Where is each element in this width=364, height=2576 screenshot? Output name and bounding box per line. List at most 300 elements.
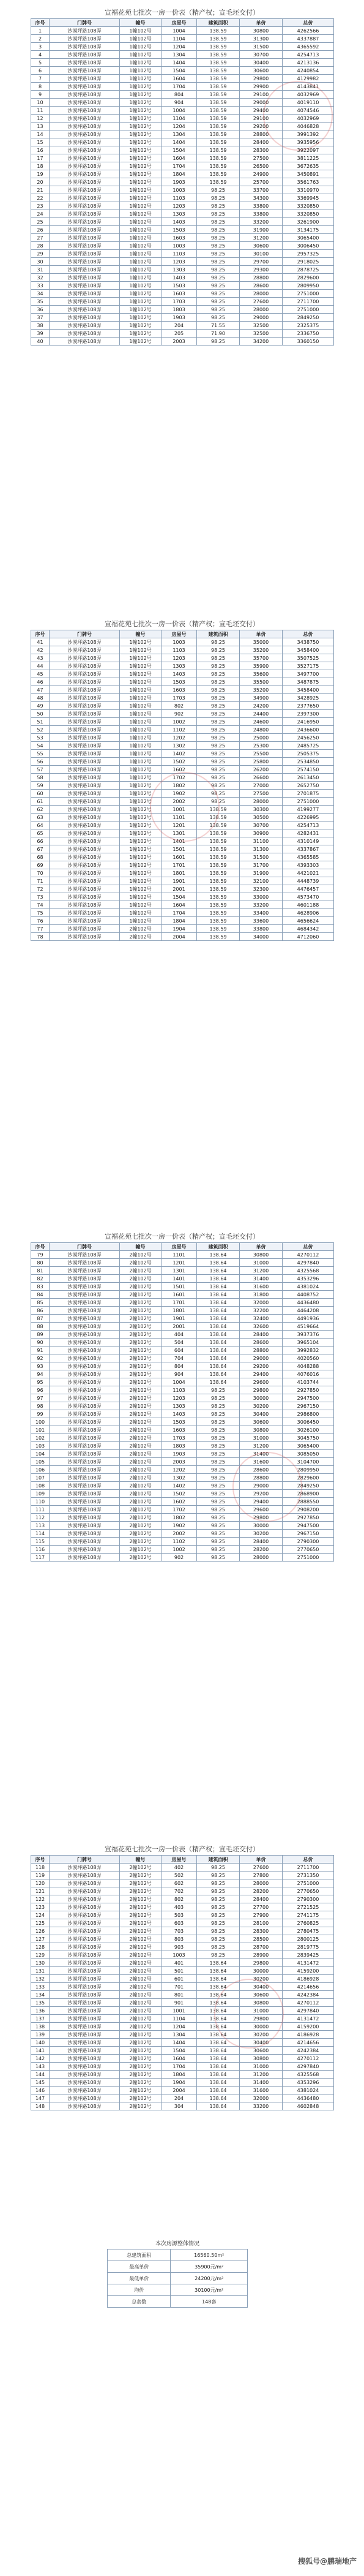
table-cell: 1503 — [162, 226, 197, 234]
table-row — [31, 877, 334, 885]
table-cell: 1幢102号 — [120, 662, 162, 670]
table-cell: 1幢102号 — [120, 798, 162, 806]
table-cell: 2幢102号 — [120, 1378, 162, 1386]
table-cell: 1幢102号 — [120, 210, 162, 218]
table-cell: 沙漠坪路108弄 — [50, 1267, 120, 1275]
table-cell: 98.25 — [197, 718, 240, 726]
table-cell: 3937376 — [283, 1331, 334, 1339]
table-cell: 31700 — [240, 861, 283, 869]
table-cell: 1幢102号 — [120, 726, 162, 734]
table-cell: 1幢102号 — [120, 130, 162, 138]
table-cell: 603 — [162, 1919, 197, 1927]
table-cell: 4476457 — [283, 885, 334, 893]
table-cell: 1幢102号 — [120, 138, 162, 146]
table-cell: 28400 — [240, 1538, 283, 1546]
table-cell: 沙漠坪路108弄 — [50, 1402, 120, 1410]
table-cell: 1504 — [162, 146, 197, 154]
table-cell: 79 — [31, 1251, 50, 1259]
table-cell: 2397300 — [283, 710, 334, 718]
table-cell: 1幢102号 — [120, 702, 162, 710]
table-cell: 沙漠坪路108弄 — [50, 1426, 120, 1434]
table-cell: 1103 — [162, 1386, 197, 1394]
table-cell: 98.25 — [197, 1546, 240, 1554]
table-cell: 沙漠坪路108弄 — [50, 917, 120, 925]
table-cell: 2760825 — [283, 1919, 334, 1927]
table-cell: 沙漠坪路108弄 — [50, 314, 120, 322]
table-cell: 104 — [31, 1450, 50, 1458]
table-cell: 1304 — [162, 130, 197, 138]
table-cell: 30200 — [240, 2031, 283, 2039]
table-cell: 2幢102号 — [120, 1386, 162, 1394]
table-cell: 1403 — [162, 218, 197, 226]
table-cell: 沙漠坪路108弄 — [50, 1299, 120, 1307]
table-row — [31, 202, 334, 210]
table-cell: 36 — [31, 306, 50, 314]
table-cell: 1幢102号 — [120, 814, 162, 822]
table-cell: 2幢102号 — [120, 2023, 162, 2031]
table-cell: 2幢102号 — [120, 1999, 162, 2007]
table-row — [31, 1275, 334, 1283]
table-cell: 3450891 — [283, 170, 334, 178]
table-row — [31, 1426, 334, 1434]
table-row — [31, 885, 334, 893]
sheet-title: 宣福花苑七批次一房一价表（精产权；宣毛坯交付） — [105, 620, 259, 628]
table-cell: 5 — [31, 59, 50, 67]
table-cell: 138.64 — [197, 1959, 240, 1967]
table-cell: 1603 — [162, 234, 197, 242]
table-cell: 31200 — [240, 1442, 283, 1450]
table-cell: 1202 — [162, 734, 197, 742]
table-cell: 27 — [31, 234, 50, 242]
table-cell: 24800 — [240, 726, 283, 734]
table-cell: 98.25 — [197, 1418, 240, 1426]
table-cell: 2幢102号 — [120, 1474, 162, 1482]
table-cell: 2849250 — [283, 1482, 334, 1490]
table-cell: 2幢102号 — [120, 1315, 162, 1323]
table-cell: 121 — [31, 1887, 50, 1895]
table-cell: 1202 — [162, 1466, 197, 1474]
table-row — [31, 845, 334, 853]
table-cell: 2947500 — [283, 1394, 334, 1402]
table-cell: 31400 — [240, 2079, 283, 2087]
table-cell: 98.25 — [197, 1514, 240, 1522]
table-cell: 903 — [162, 1943, 197, 1951]
table-cell: 138.64 — [197, 2047, 240, 2055]
table-cell: 沙漠坪路108弄 — [50, 210, 120, 218]
table-cell: 138.59 — [197, 162, 240, 170]
table-cell: 137 — [31, 2015, 50, 2023]
table-cell: 1604 — [162, 901, 197, 909]
table-cell: 沙漠坪路108弄 — [50, 2031, 120, 2039]
table-cell: 15 — [31, 138, 50, 146]
table-cell: 138.59 — [197, 107, 240, 115]
table-cell: 2711700 — [283, 1864, 334, 1872]
table-row — [31, 909, 334, 917]
table-cell: 29000 — [240, 1354, 283, 1362]
table-cell: 4436480 — [283, 1299, 334, 1307]
table-row — [31, 1283, 334, 1291]
table-cell: 沙漠坪路108弄 — [50, 1362, 120, 1370]
table-cell: 1003 — [162, 638, 197, 646]
table-cell: 4020560 — [283, 1354, 334, 1362]
table-cell: 29200 — [240, 1362, 283, 1370]
table-cell: 53 — [31, 734, 50, 742]
table-cell: 沙漠坪路108弄 — [50, 162, 120, 170]
table-cell: 1701 — [162, 1299, 197, 1307]
table-cell: 1401 — [162, 837, 197, 845]
table-cell: 2839425 — [283, 1951, 334, 1959]
table-cell: 98.25 — [197, 1927, 240, 1935]
table-cell: 1504 — [162, 893, 197, 901]
table-cell: 98.25 — [197, 1935, 240, 1943]
column-header: 房屋号 — [162, 19, 197, 27]
table-cell: 1幢102号 — [120, 99, 162, 107]
table-cell: 138.59 — [197, 51, 240, 59]
table-cell: 7 — [31, 75, 50, 83]
table-cell: 77 — [31, 925, 50, 933]
table-row — [31, 734, 334, 742]
table-cell: 35 — [31, 298, 50, 306]
table-cell: 2幢102号 — [120, 1482, 162, 1490]
table-cell: 98.25 — [197, 1434, 240, 1442]
table-cell: 26 — [31, 226, 50, 234]
table-row — [31, 27, 334, 35]
table-cell: 138.59 — [197, 837, 240, 845]
table-row — [31, 1864, 334, 1872]
table-cell: 1幢102号 — [120, 885, 162, 893]
table-cell: 2幢102号 — [120, 1919, 162, 1927]
table-cell: 131 — [31, 1967, 50, 1975]
table-cell: 48 — [31, 694, 50, 702]
table-cell: 沙漠坪路108弄 — [50, 1442, 120, 1450]
table-cell: 2幢102号 — [120, 1275, 162, 1283]
table-cell: 701 — [162, 1983, 197, 1991]
table-cell: 沙漠坪路108弄 — [50, 298, 120, 306]
table-cell: 138.59 — [197, 35, 240, 43]
table-cell: 沙漠坪路108弄 — [50, 1418, 120, 1426]
summary-table — [107, 2249, 248, 2308]
table-cell: 2幢102号 — [120, 1283, 162, 1291]
table-cell: 2574150 — [283, 766, 334, 774]
summary-row — [108, 2261, 248, 2273]
table-cell: 1403 — [162, 670, 197, 678]
table-cell: 2幢102号 — [120, 1307, 162, 1315]
table-cell: 2幢102号 — [120, 925, 162, 933]
table-cell: 1901 — [162, 877, 197, 885]
table-cell: 35700 — [240, 654, 283, 662]
table-cell: 沙漠坪路108弄 — [50, 1514, 120, 1522]
table-cell: 26500 — [240, 162, 283, 170]
table-cell: 30400 — [240, 59, 283, 67]
table-cell: 2652750 — [283, 782, 334, 790]
table-cell: 33800 — [240, 210, 283, 218]
table-cell: 沙漠坪路108弄 — [50, 1999, 120, 2007]
table-cell: 138.59 — [197, 27, 240, 35]
table-cell: 4076016 — [283, 1370, 334, 1378]
table-row — [31, 218, 334, 226]
table-cell: 沙漠坪路108弄 — [50, 43, 120, 51]
table-cell: 25700 — [240, 178, 283, 186]
table-cell: 2幢102号 — [120, 1354, 162, 1362]
table-cell: 4019110 — [283, 99, 334, 107]
table-cell: 30200 — [240, 1530, 283, 1538]
table-row — [31, 869, 334, 877]
table-cell: 98.25 — [197, 282, 240, 290]
table-cell: 33200 — [240, 901, 283, 909]
table-cell: 4159200 — [283, 2023, 334, 2031]
table-row — [31, 330, 334, 338]
table-cell: 42 — [31, 646, 50, 654]
table-cell: 29300 — [240, 266, 283, 274]
table-cell: 1幢102号 — [120, 654, 162, 662]
table-cell: 22 — [31, 194, 50, 202]
table-cell: 143 — [31, 2063, 50, 2071]
table-cell: 1304 — [162, 51, 197, 59]
table-cell: 2770650 — [283, 1887, 334, 1895]
table-header — [31, 19, 334, 27]
table-cell: 138.59 — [197, 178, 240, 186]
table-cell: 138.64 — [197, 1991, 240, 1999]
table-cell: 1703 — [162, 694, 197, 702]
table-cell: 3438750 — [283, 638, 334, 646]
table-row — [31, 298, 334, 306]
table-cell: 沙漠坪路108弄 — [50, 1482, 120, 1490]
table-cell: 2986800 — [283, 1410, 334, 1418]
table-cell: 19 — [31, 170, 50, 178]
table-cell: 沙漠坪路108弄 — [50, 1975, 120, 1983]
table-cell: 4519664 — [283, 1323, 334, 1331]
table-cell: 沙漠坪路108弄 — [50, 1991, 120, 1999]
table-cell: 99 — [31, 1410, 50, 1418]
table-cell: 1704 — [162, 162, 197, 170]
table-cell: 31600 — [240, 2087, 283, 2094]
table-cell: 1102 — [162, 1538, 197, 1546]
table-cell: 46 — [31, 678, 50, 686]
table-cell: 1203 — [162, 202, 197, 210]
table-row — [31, 1259, 334, 1267]
table-cell: 138.59 — [197, 67, 240, 75]
table-cell: 901 — [162, 1999, 197, 2007]
summary-row — [108, 2284, 248, 2296]
table-cell: 4365585 — [283, 853, 334, 861]
table-cell: 28400 — [240, 138, 283, 146]
table-cell: 31900 — [240, 869, 283, 877]
table-cell: 126 — [31, 1927, 50, 1935]
table-cell: 3320850 — [283, 202, 334, 210]
summary-value: 24200元/m² — [171, 2273, 248, 2284]
table-cell: 98.25 — [197, 1864, 240, 1872]
table-cell: 4365592 — [283, 43, 334, 51]
table-row — [31, 2094, 334, 2102]
price-sheet-1 — [31, 7, 333, 346]
table-cell: 4159200 — [283, 1967, 334, 1975]
table-cell: 沙漠坪路108弄 — [50, 1386, 120, 1394]
table-cell: 4297840 — [283, 1259, 334, 1267]
table-cell: 沙漠坪路108弄 — [50, 1546, 120, 1554]
table-cell: 4337887 — [283, 35, 334, 43]
table-cell: 138.64 — [197, 2031, 240, 2039]
table-cell: 3026100 — [283, 1426, 334, 1434]
table-cell: 27500 — [240, 154, 283, 162]
table-cell: 沙漠坪路108弄 — [50, 1522, 120, 1530]
table-cell: 2幢102号 — [120, 1546, 162, 1554]
table-cell: 29800 — [240, 1386, 283, 1394]
table-cell: 2幢102号 — [120, 1347, 162, 1354]
table-cell: 116 — [31, 1546, 50, 1554]
table-cell: 1701 — [162, 861, 197, 869]
table-cell: 2004 — [162, 2087, 197, 2094]
column-header: 单价 — [240, 19, 283, 27]
table-cell: 1503 — [162, 1418, 197, 1426]
red-seal-stamp — [232, 1452, 302, 1522]
table-cell: 3507525 — [283, 654, 334, 662]
table-cell: 1幢102号 — [120, 758, 162, 766]
column-header: 序号 — [31, 1856, 50, 1864]
table-cell: 2829600 — [283, 1474, 334, 1482]
table-cell: 98.25 — [197, 186, 240, 194]
table-cell: 2780475 — [283, 1927, 334, 1935]
table-cell: 13 — [31, 123, 50, 130]
table-cell: 沙漠坪路108弄 — [50, 869, 120, 877]
table-cell: 沙漠坪路108弄 — [50, 662, 120, 670]
table-cell: 33200 — [240, 2102, 283, 2110]
table-cell: 28800 — [240, 1474, 283, 1482]
table-cell: 1幢102号 — [120, 710, 162, 718]
table-cell: 28300 — [240, 1927, 283, 1935]
table-cell: 2幢102号 — [120, 1362, 162, 1370]
table-cell: 138.59 — [197, 83, 240, 91]
table-row — [31, 290, 334, 298]
table-cell: 3458400 — [283, 686, 334, 694]
table-cell: 沙漠坪路108弄 — [50, 1935, 120, 1943]
table-cell: 4270112 — [283, 1999, 334, 2007]
table-row — [31, 742, 334, 750]
table-cell: 138.64 — [197, 2071, 240, 2079]
table-cell: 沙漠坪路108弄 — [50, 290, 120, 298]
table-cell: 1201 — [162, 822, 197, 829]
table-cell: 4032969 — [283, 91, 334, 99]
table-cell: 33000 — [240, 893, 283, 901]
price-table — [31, 18, 334, 346]
table-cell: 802 — [162, 702, 197, 710]
table-cell: 1602 — [162, 1498, 197, 1506]
table-cell: 1幢102号 — [120, 67, 162, 75]
table-cell: 沙漠坪路108弄 — [50, 1490, 120, 1498]
column-header: 幢号 — [120, 1856, 162, 1864]
table-row — [31, 1251, 334, 1259]
table-cell: 1804 — [162, 2071, 197, 2079]
table-cell: 39 — [31, 330, 50, 338]
table-cell: 98.25 — [197, 694, 240, 702]
table-cell: 1503 — [162, 282, 197, 290]
table-cell: 3104700 — [283, 1458, 334, 1466]
table-cell: 1幢102号 — [120, 290, 162, 298]
table-cell: 沙漠坪路108弄 — [50, 27, 120, 35]
table-row — [31, 1991, 334, 1999]
table-row — [31, 710, 334, 718]
table-cell: 1幢102号 — [120, 782, 162, 790]
table-cell: 138.59 — [197, 59, 240, 67]
table-cell: 47 — [31, 686, 50, 694]
table-cell: 51 — [31, 718, 50, 726]
table-cell: 76 — [31, 917, 50, 925]
table-cell: 71.55 — [197, 322, 240, 330]
table-cell: 10 — [31, 99, 50, 107]
table-row — [31, 1554, 334, 1562]
table-cell: 2751000 — [283, 1879, 334, 1887]
table-cell: 1702 — [162, 774, 197, 782]
table-cell: 4046828 — [283, 123, 334, 130]
table-cell: 138.59 — [197, 925, 240, 933]
table-cell: 2幢102号 — [120, 1331, 162, 1339]
table-cell: 29200 — [240, 123, 283, 130]
table-cell: 沙漠坪路108弄 — [50, 130, 120, 138]
table-row — [31, 1370, 334, 1378]
table-row — [31, 2071, 334, 2079]
table-cell: 29100 — [240, 91, 283, 99]
table-cell: 134 — [31, 1991, 50, 1999]
table-cell: 沙漠坪路108弄 — [50, 1919, 120, 1927]
table-row — [31, 2079, 334, 2087]
table-cell: 1幢102号 — [120, 869, 162, 877]
table-cell: 3458400 — [283, 646, 334, 654]
table-cell: 1001 — [162, 806, 197, 814]
table-cell: 2908200 — [283, 1506, 334, 1514]
table-cell: 124 — [31, 1911, 50, 1919]
table-cell: 4129982 — [283, 75, 334, 83]
table-cell: 沙漠坪路108弄 — [50, 790, 120, 798]
table-cell: 38 — [31, 322, 50, 330]
table-cell: 35000 — [240, 638, 283, 646]
table-cell: 25800 — [240, 758, 283, 766]
table-cell: 2幢102号 — [120, 1498, 162, 1506]
table-cell: 3965104 — [283, 1339, 334, 1347]
table-row — [31, 686, 334, 694]
table-cell: 4491936 — [283, 1315, 334, 1323]
table-cell: 4573470 — [283, 893, 334, 901]
table-cell: 98 — [31, 1402, 50, 1410]
table-row — [31, 1999, 334, 2007]
table-cell: 沙漠坪路108弄 — [50, 798, 120, 806]
table-cell: 2751000 — [283, 1554, 334, 1562]
table-cell: 1002 — [162, 1546, 197, 1554]
table-cell: 沙漠坪路108弄 — [50, 1959, 120, 1967]
table-cell: 31000 — [240, 2063, 283, 2071]
table-cell: 29800 — [240, 75, 283, 83]
table-cell: 30400 — [240, 2039, 283, 2047]
table-row — [31, 242, 334, 250]
table-cell: 1101 — [162, 814, 197, 822]
table-cell: 119 — [31, 1872, 50, 1879]
table-cell: 2878725 — [283, 266, 334, 274]
table-cell: 503 — [162, 1911, 197, 1919]
table-cell: 2927850 — [283, 1514, 334, 1522]
table-cell: 34 — [31, 290, 50, 298]
table-cell: 120 — [31, 1879, 50, 1887]
table-cell: 2868900 — [283, 1490, 334, 1498]
table-header — [31, 1856, 334, 1864]
table-cell: 142 — [31, 2055, 50, 2063]
table-cell: 109 — [31, 1490, 50, 1498]
table-cell: 98.25 — [197, 1474, 240, 1482]
table-cell: 1幢102号 — [120, 186, 162, 194]
table-cell: 138.59 — [197, 154, 240, 162]
table-cell: 98.25 — [197, 258, 240, 266]
table-cell: 1幢102号 — [120, 917, 162, 925]
column-header: 建筑面积 — [197, 19, 240, 27]
table-cell: 2751000 — [283, 798, 334, 806]
table-cell: 138.59 — [197, 806, 240, 814]
